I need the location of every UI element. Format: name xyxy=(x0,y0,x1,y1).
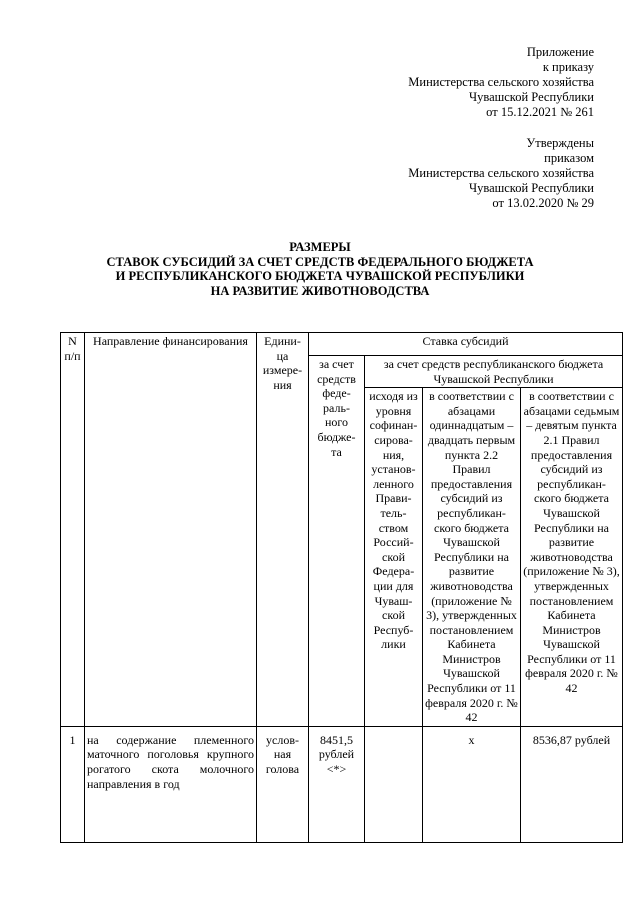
header-direction: Направление финансирования xyxy=(85,333,257,727)
approval-line: Министерства сельского хозяйства xyxy=(408,75,594,89)
header-rep-col1: исходя из уровня софинан- сирова- ния, установ- ленного Прави- тель- ством Россий- ской Федера- ции для Чуваш- ской Респуб- лики xyxy=(365,388,423,727)
approval-line: Чувашской Республики xyxy=(468,90,594,104)
document-title xyxy=(0,240,640,298)
header-rate: Ставка субсидий xyxy=(309,333,623,356)
header-rep-col3: в соответствии с абзацами седьмым – девятым пункта 2.1 Правил предоставления субсидий из республикан- ского бюджета Чувашской Республики на развитие животноводства (приложение № 3), утвержденных постановлением Кабинета Министров Чувашской Республики от 11 февраля 2020 г. № 42 xyxy=(521,388,623,727)
title-line: СТАВОК СУБСИДИЙ ЗА СЧЕТ СРЕДСТВ ФЕДЕРАЛЬНОГО БЮДЖЕТА xyxy=(106,254,534,269)
approval-block-approved xyxy=(408,136,594,211)
approval-line: Утверждены xyxy=(526,136,594,150)
approval-line: приказом xyxy=(544,151,594,165)
cell-rep-col3: 8536,87 рублей xyxy=(521,726,623,842)
cell-rep-col2: х xyxy=(423,726,521,842)
cell-federal: 8451,5 рублей <*> xyxy=(309,726,365,842)
header-republican: за счет средств республиканского бюджета Чувашской Республики xyxy=(365,356,623,388)
header-row xyxy=(61,333,623,356)
cell-rep-col1 xyxy=(365,726,423,842)
header-rep-col2: в соответствии с абзацами одиннадцатым – двадцать первым пункта 2.2 Правил предоставления субсидий из республикан- ского бюджета Чувашской Республики на развитие животноводства (приложение № 3), утвержденных постановлением Кабинета Министров Чувашской Республики от 11 февраля 2020 г. № 42 xyxy=(423,388,521,727)
cell-direction: на содержание племенного маточного поголовья крупного рогатого скота молочного направления в год xyxy=(85,726,257,842)
title-line: И РЕСПУБЛИКАНСКОГО БЮДЖЕТА ЧУВАШСКОЙ РЕСПУБЛИКИ xyxy=(115,269,525,283)
subsidy-rates-table xyxy=(60,332,623,843)
approval-line: Чувашской Республики xyxy=(468,181,594,195)
approval-line: Приложение xyxy=(526,45,594,59)
table-row xyxy=(61,726,623,842)
cell-unit: услов- ная голова xyxy=(257,726,309,842)
approval-line: от 13.02.2020 № 29 xyxy=(492,196,594,210)
title-line: НА РАЗВИТИЕ ЖИВОТНОВОДСТВА xyxy=(210,283,430,298)
title-line: РАЗМЕРЫ xyxy=(289,240,351,254)
header-unit: Едини- ца измере- ния xyxy=(257,333,309,727)
approval-line: от 15.12.2021 № 261 xyxy=(486,105,594,119)
approval-line: Министерства сельского хозяйства xyxy=(408,166,594,180)
header-federal: за счет средств феде- раль- ного бюдже- та xyxy=(309,356,365,727)
cell-num: 1 xyxy=(61,726,85,842)
header-num: N п/п xyxy=(61,333,85,727)
approval-line: к приказу xyxy=(542,60,594,74)
approval-block-order xyxy=(408,45,594,120)
